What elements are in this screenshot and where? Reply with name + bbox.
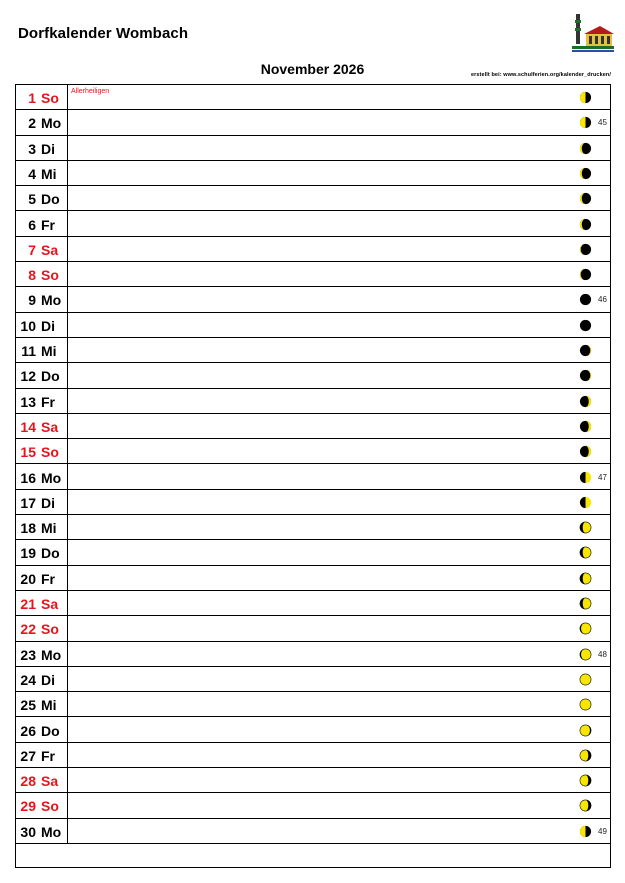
day-number: 29 xyxy=(20,798,36,815)
moon-phase-icon xyxy=(579,471,592,484)
moon-phase-icon xyxy=(579,369,592,382)
day-row[interactable] xyxy=(16,389,610,414)
day-number: 19 xyxy=(20,545,36,562)
day-row[interactable] xyxy=(16,237,610,262)
weekday-label: Fr xyxy=(41,747,55,764)
day-row[interactable] xyxy=(16,718,610,743)
week-number: 49 xyxy=(598,826,607,836)
day-row[interactable] xyxy=(16,212,610,237)
weekday-label: Di xyxy=(41,671,55,688)
day-number: 18 xyxy=(20,520,36,537)
day-number: 27 xyxy=(20,747,36,764)
day-number: 4 xyxy=(28,165,36,182)
moon-phase-icon xyxy=(579,91,592,104)
moon-phase-icon xyxy=(579,395,592,408)
day-number: 13 xyxy=(20,393,36,410)
weekday-label: Di xyxy=(41,317,55,334)
day-number: 25 xyxy=(20,697,36,714)
day-row[interactable] xyxy=(16,313,610,338)
moon-phase-icon xyxy=(579,319,592,332)
weekday-label: Mi xyxy=(41,165,57,182)
day-row[interactable] xyxy=(16,136,610,161)
weekday-label: Sa xyxy=(41,418,59,435)
week-number: 45 xyxy=(598,118,607,128)
weekday-label: So xyxy=(41,444,59,461)
day-number: 17 xyxy=(20,494,36,511)
moon-phase-icon xyxy=(579,521,592,534)
day-row[interactable] xyxy=(16,439,610,464)
moon-phase-icon xyxy=(579,749,592,762)
day-row[interactable] xyxy=(16,591,610,616)
day-row[interactable] xyxy=(16,743,610,768)
week-number: 47 xyxy=(598,472,607,482)
moon-phase-icon xyxy=(579,774,592,787)
weekday-label: Mi xyxy=(41,520,57,537)
credit-link[interactable]: erstellt bei: www.schulferien.org/kalender_drucken/ xyxy=(471,72,611,78)
day-number: 3 xyxy=(28,140,36,157)
moon-phase-icon xyxy=(579,496,592,509)
day-number: 30 xyxy=(20,823,36,840)
day-row[interactable] xyxy=(16,338,610,363)
moon-phase-icon xyxy=(579,673,592,686)
day-number: 16 xyxy=(20,469,36,486)
day-number: 5 xyxy=(28,191,36,208)
weekday-label: Fr xyxy=(41,393,55,410)
day-number: 24 xyxy=(20,671,36,688)
moon-phase-icon xyxy=(579,192,592,205)
day-row[interactable] xyxy=(16,85,610,110)
moon-phase-icon xyxy=(579,167,592,180)
moon-phase-icon xyxy=(579,724,592,737)
weekday-label: Fr xyxy=(41,570,55,587)
weekday-label: Mi xyxy=(41,343,57,359)
weekday-label: Mo xyxy=(41,115,62,132)
day-number: 11 xyxy=(21,343,36,359)
weekday-label: Mo xyxy=(41,469,62,486)
weekday-label: So xyxy=(41,621,59,638)
day-row[interactable] xyxy=(16,566,610,591)
weekday-label: So xyxy=(41,267,59,284)
day-number: 26 xyxy=(20,722,36,739)
day-number: 12 xyxy=(20,368,36,385)
weekday-label: Do xyxy=(41,368,60,385)
week-number: 48 xyxy=(598,649,607,659)
weekday-label: Di xyxy=(41,140,55,157)
weekday-label: Mo xyxy=(41,292,62,309)
day-row[interactable] xyxy=(16,161,610,186)
day-number: 14 xyxy=(20,418,36,435)
weekday-label: Mo xyxy=(41,646,62,663)
weekday-label: Mi xyxy=(41,697,57,714)
day-row[interactable] xyxy=(16,819,610,844)
weekday-label: Sa xyxy=(41,773,59,790)
day-row[interactable] xyxy=(16,793,610,818)
day-number: 22 xyxy=(20,621,36,638)
moon-phase-icon xyxy=(579,648,592,661)
weekday-label: Di xyxy=(41,494,55,511)
day-row[interactable] xyxy=(16,692,610,717)
day-number: 8 xyxy=(28,267,36,284)
moon-phase-icon xyxy=(579,420,592,433)
moon-phase-icon xyxy=(579,218,592,231)
day-number: 10 xyxy=(20,317,36,334)
day-number: 7 xyxy=(28,241,36,258)
day-row[interactable] xyxy=(16,262,610,287)
day-row[interactable] xyxy=(16,287,610,312)
moon-phase-icon xyxy=(579,597,592,610)
page-title: Dorfkalender Wombach xyxy=(18,25,189,42)
moon-phase-icon xyxy=(579,546,592,559)
day-row[interactable] xyxy=(16,363,610,388)
moon-phase-icon xyxy=(579,622,592,635)
moon-phase-icon xyxy=(579,116,592,129)
moon-phase-icon xyxy=(579,268,592,281)
weekday-label: Mo xyxy=(41,823,62,840)
weekday-label: So xyxy=(41,798,59,815)
day-row[interactable] xyxy=(16,515,610,540)
weekday-label: So xyxy=(41,90,59,106)
calendar-table xyxy=(15,84,611,868)
weekday-label: Do xyxy=(41,545,60,562)
day-row[interactable] xyxy=(16,768,610,793)
day-number: 9 xyxy=(28,292,36,309)
day-number: 15 xyxy=(20,444,36,461)
day-row[interactable] xyxy=(16,465,610,490)
village-logo-icon xyxy=(570,12,614,54)
day-number: 23 xyxy=(20,646,36,663)
moon-phase-icon xyxy=(579,243,592,256)
moon-phase-icon xyxy=(579,293,592,306)
moon-phase-icon xyxy=(579,799,592,812)
weekday-label: Do xyxy=(41,722,60,739)
day-number: 20 xyxy=(20,570,36,587)
day-row[interactable] xyxy=(16,642,610,667)
day-row[interactable] xyxy=(16,110,610,135)
day-row[interactable] xyxy=(16,667,610,692)
moon-phase-icon xyxy=(579,825,592,838)
holiday-note: Allerheiligen xyxy=(71,88,110,95)
week-number: 46 xyxy=(598,295,607,305)
day-row[interactable] xyxy=(16,490,610,515)
day-row[interactable] xyxy=(16,186,610,211)
weekday-label: Sa xyxy=(41,241,59,258)
day-row[interactable] xyxy=(16,540,610,565)
day-number: 21 xyxy=(20,596,36,612)
moon-phase-icon xyxy=(579,344,592,357)
weekday-label: Do xyxy=(41,191,60,208)
day-number: 1 xyxy=(28,90,36,106)
day-number: 2 xyxy=(28,115,36,132)
weekday-label: Fr xyxy=(41,216,55,233)
weekday-label: Sa xyxy=(41,596,59,612)
moon-phase-icon xyxy=(579,698,592,711)
moon-phase-icon xyxy=(579,142,592,155)
day-row[interactable] xyxy=(16,616,610,641)
day-row[interactable] xyxy=(16,414,610,439)
moon-phase-icon xyxy=(579,445,592,458)
day-number: 28 xyxy=(20,773,36,790)
day-number: 6 xyxy=(28,216,36,233)
month-heading: November 2026 xyxy=(260,61,365,77)
moon-phase-icon xyxy=(579,572,592,585)
